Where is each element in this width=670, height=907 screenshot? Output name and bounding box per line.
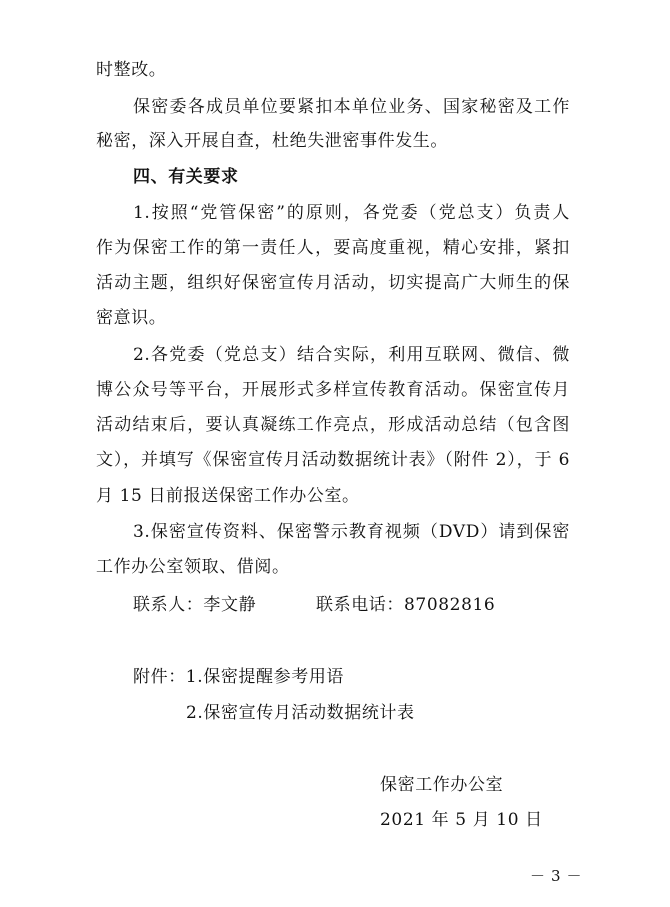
paragraph-line: 活动结束后，要认真凝练工作亮点，形成活动总结（包含图 (96, 415, 570, 435)
paragraph-line: 文），并填写《保密宣传月活动数据统计表》（附件 2），于 6 (96, 450, 570, 470)
paragraph-line: 2.各党委（党总支）结合实际，利用互联网、微信、微 (133, 345, 570, 365)
attachment-item: 附件：1.保密提醒参考用语 (133, 667, 345, 687)
attachment-item: 2.保密宣传月活动数据统计表 (186, 703, 415, 723)
paragraph-line: 月 15 日前报送保密工作办公室。 (96, 486, 360, 506)
paragraph-line: 博公众号等平台，开展形式多样宣传教育活动。保密宣传月 (96, 380, 570, 400)
signature-office: 保密工作办公室 (380, 775, 504, 795)
section-heading: 四、有关要求 (133, 167, 239, 187)
paragraph-line: 1.按照“党管保密”的原则，各党委（党总支）负责人 (133, 203, 570, 223)
signature-date: 2021 年 5 月 10 日 (380, 810, 543, 830)
paragraph-line: 保密委各成员单位要紧扣本单位业务、国家秘密及工作 (133, 97, 570, 117)
paragraph-line: 工作办公室领取、借阅。 (96, 557, 290, 577)
paragraph-line: 活动主题，组织好保密宣传月活动，切实提高广大师生的保 (96, 273, 570, 293)
paragraph-line: 密意识。 (96, 308, 167, 328)
paragraph-line: 3.保密宣传资料、保密警示教育视频（DVD）请到保密 (133, 522, 570, 542)
paragraph-line: 作为保密工作的第一责任人，要高度重视，精心安排，紧扣 (96, 238, 570, 258)
page-number: － 3 － (530, 867, 583, 885)
contact-phone: 联系电话：87082816 (316, 595, 496, 615)
contact-person: 联系人：李文静 (133, 595, 257, 615)
paragraph-line: 秘密，深入开展自查，杜绝失泄密事件发生。 (96, 131, 448, 151)
paragraph-line: 时整改。 (96, 60, 167, 80)
